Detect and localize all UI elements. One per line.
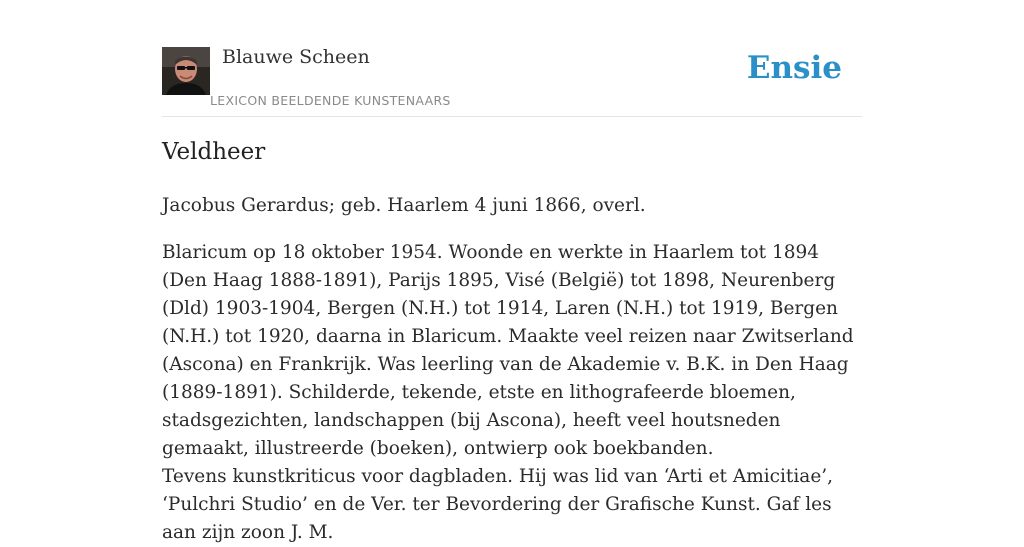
avatar-image: [162, 47, 210, 95]
author-name[interactable]: Blauwe Scheen: [222, 46, 370, 68]
article-paragraph: Blaricum op 18 oktober 1954. Woonde en werkte in Haarlem tot 1894 (Den Haag 1888-1891), Parijs 1895, Visé (België) tot 1898, Neurenberg (Dld) 1903-1904, Bergen (N.H.) tot 1914, Laren (N.H.) tot 1919, Bergen (N.H.) tot 1920, daarna in Blaricum. Maakte veel reizen naar Zwitserland (Ascona) en Frankrijk. Was leerling van de Akademie v. B.K. in Den Haag (1889-1891). Schilderde, tekende, etste en lithografeerde bloemen, stadsgezichten, landschappen (bij Ascona), heeft veel houtsneden gemaakt, illustreerde (boeken), ontwierp ook boekbanden.: [162, 242, 854, 459]
article-title: Veldheer: [162, 139, 266, 165]
avatar[interactable]: [162, 47, 210, 95]
header: [162, 0, 862, 117]
collection-label[interactable]: LEXICON BEELDENDE KUNSTENAARS: [210, 93, 451, 108]
brand-logo[interactable]: Ensie: [746, 50, 842, 86]
article-paragraph: Tevens kunstkriticus voor dagbladen. Hij was lid van ‘Arti et Amicitiae’, ‘Pulchri Studio’ en de Ver. ter Bevordering der Grafische Kunst. Gaf les aan zijn zoon J. M.: [162, 466, 834, 543]
article-paragraph: Jacobus Gerardus; geb. Haarlem 4 juni 1866, overl.: [162, 195, 646, 216]
